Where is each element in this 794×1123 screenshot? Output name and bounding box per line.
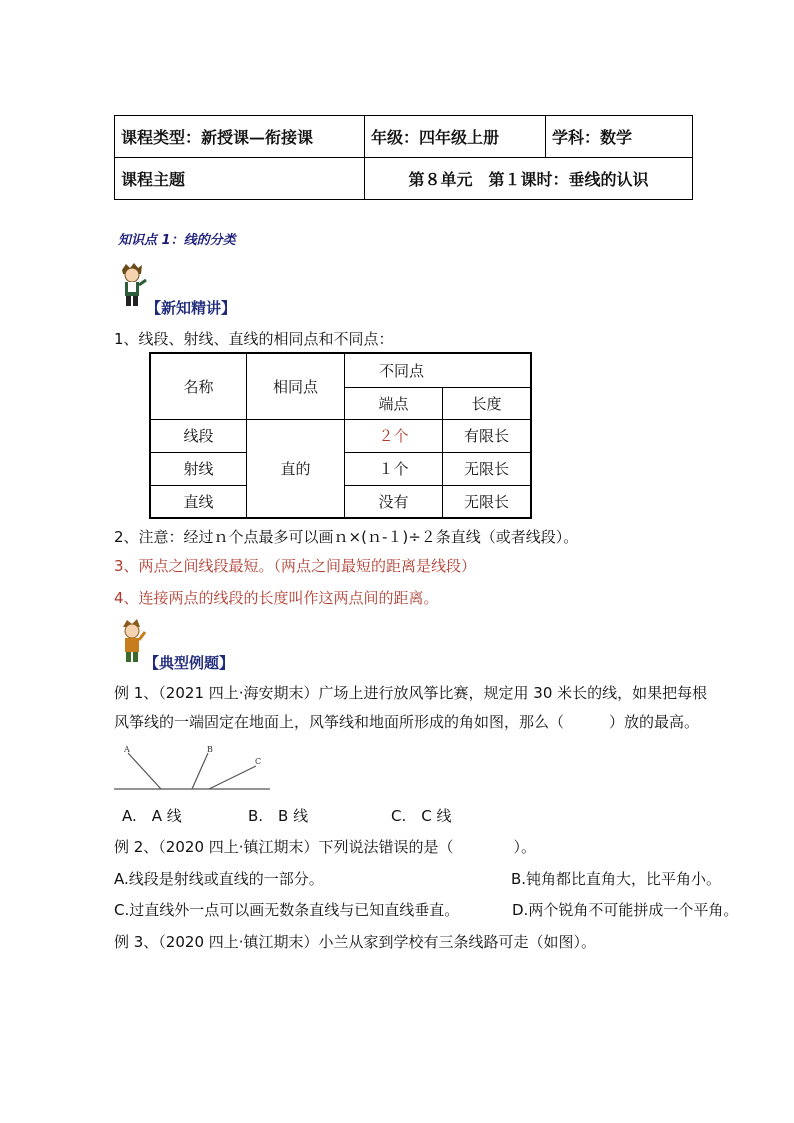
row-name: 线段 (150, 419, 247, 452)
row-length: 无限长 (443, 452, 532, 485)
option-b: B. B 线 (248, 807, 309, 825)
point-3: 3、两点之间线段最短。（两点之间最短的距离是线段） (114, 557, 477, 575)
option-c: C. C 线 (391, 807, 452, 825)
row-endpoint: ２个 (345, 419, 443, 452)
kite-line-a (128, 753, 161, 789)
kite-line-c (209, 766, 256, 789)
row-length: 无限长 (443, 485, 532, 518)
row-endpoint: 没有 (345, 485, 443, 518)
same-value: 直的 (247, 419, 345, 518)
example-2-line: 例 2、（2020 四上·镇江期末）下列说法错误的是（ ）。 (114, 838, 537, 856)
section-typical-examples: 【典型例题】 (144, 654, 235, 672)
label-c: C (255, 757, 262, 766)
label-b: B (207, 745, 213, 754)
example-2-option-c: C.过直线外一点可以画无数条直线与已知直线垂直。 (114, 901, 460, 919)
topic-label: 课程主题 (115, 158, 365, 200)
point-2: 2、注意：经过ｎ个点最多可以画ｎ×(ｎ-１)÷２条直线（或者线段）。 (114, 528, 579, 546)
example-2-option-d: D.两个锐角不可能拼成一个平角。 (512, 901, 739, 919)
course-type: 课程类型：新授课—衔接课 (115, 116, 365, 158)
topic-value: 第８单元 第１课时：垂线的认识 (365, 158, 693, 200)
example-1-line-2: 风筝线的一端固定在地面上，风筝线和地面所形成的角如图，那么（ ）放的最高。 (114, 713, 700, 731)
kite-angle-diagram (114, 744, 274, 794)
course-header-table (114, 115, 693, 200)
row-name: 射线 (150, 452, 247, 485)
row-name: 直线 (150, 485, 247, 518)
col-name: 名称 (150, 353, 247, 419)
row-length: 有限长 (443, 419, 532, 452)
row-endpoint: １个 (345, 452, 443, 485)
student-figure-icon (114, 618, 148, 664)
col-diff: 不同点 (345, 353, 532, 387)
line-comparison-table (149, 352, 532, 519)
section-new-knowledge: 【新知精讲】 (146, 299, 237, 317)
kite-line-b (192, 753, 208, 789)
teacher-figure-icon (114, 262, 148, 308)
grade: 年级：四年级上册 (365, 116, 546, 158)
example-3-line: 例 3、（2020 四上·镇江期末）小兰从家到学校有三条线路可走（如图）。 (114, 933, 597, 951)
knowledge-point-title: 知识点 1：线的分类 (118, 233, 236, 248)
point-1: 1、线段、射线、直线的相同点和不同点： (114, 330, 394, 348)
table-row (150, 419, 531, 452)
example-2-option-b: B.钝角都比直角大，比平角小。 (511, 870, 722, 888)
col-length: 长度 (443, 387, 532, 419)
label-a: A (124, 745, 130, 754)
col-same: 相同点 (247, 353, 345, 419)
point-4: 4、连接两点的线段的长度叫作这两点间的距离。 (114, 589, 439, 607)
example-1-line-1: 例 1、（2021 四上·海安期末）广场上进行放风筝比赛，规定用 30 米长的线，如果把每根 (114, 684, 708, 702)
option-a: A. A 线 (122, 807, 182, 825)
subject: 学科：数学 (546, 116, 693, 158)
example-2-option-a: A.线段是射线或直线的一部分。 (114, 870, 324, 888)
col-endpoint: 端点 (345, 387, 443, 419)
